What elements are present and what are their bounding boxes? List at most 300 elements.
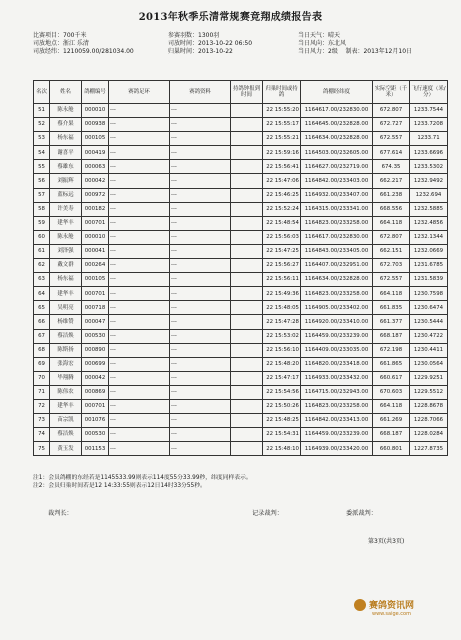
cell-loft-id: 000419	[82, 146, 109, 160]
cell-speed: 1233.6696	[410, 146, 448, 160]
cell-loft-id: 000890	[82, 343, 109, 357]
cell-bird-info: ---	[170, 230, 231, 244]
cell-coords: 1164920.00/233410.00	[301, 315, 373, 329]
cell-arrival: 22 15:48:10	[263, 442, 301, 456]
header-ring: 赛鸽足环	[109, 81, 170, 104]
signature-commission: 委派裁判：	[346, 510, 377, 517]
cell-rank: 52	[34, 118, 50, 132]
cell-speed: 1230.4411	[410, 343, 448, 357]
table-row	[34, 371, 448, 385]
cell-clock-time	[231, 216, 263, 230]
table-row	[34, 399, 448, 413]
table-row	[34, 132, 448, 146]
cell-speed: 1230.7598	[410, 287, 448, 301]
cell-loft-id: 000701	[82, 399, 109, 413]
cell-bird-info: ---	[170, 273, 231, 287]
cell-speed: 1232.0669	[410, 244, 448, 258]
cell-loft-id: 000042	[82, 174, 109, 188]
table-header	[34, 81, 448, 104]
cell-coords: 1164634.00/232828.00	[301, 273, 373, 287]
cell-clock-time	[231, 146, 263, 160]
cell-bird-info: ---	[170, 399, 231, 413]
watermark-url: www.saige.com	[372, 611, 411, 617]
table-row	[34, 329, 448, 343]
cell-clock-time	[231, 273, 263, 287]
table-row	[34, 414, 448, 428]
cell-arrival: 22 15:48:54	[263, 216, 301, 230]
cell-name: 黄玉发	[50, 442, 82, 456]
cell-speed: 1228.8678	[410, 399, 448, 413]
cell-speed: 1231.5839	[410, 273, 448, 287]
weather: 当日天气：晴天	[298, 32, 341, 39]
cell-name: 张海宏	[50, 357, 82, 371]
cell-rank: 60	[34, 230, 50, 244]
cell-loft-id: 000718	[82, 301, 109, 315]
cell-loft-id: 000010	[82, 230, 109, 244]
cell-distance: 660.617	[373, 371, 410, 385]
table-row	[34, 287, 448, 301]
cell-bird-info: ---	[170, 414, 231, 428]
cell-clock-time	[231, 442, 263, 456]
cell-name: 陈永舱	[50, 230, 82, 244]
cell-name: 苗宗凯	[50, 414, 82, 428]
cell-speed: 1232.9492	[410, 174, 448, 188]
cell-coords: 1164407.00/232951.00	[301, 259, 373, 273]
cell-distance: 662.217	[373, 174, 410, 188]
cell-bird-info: ---	[170, 428, 231, 442]
cell-ring: ---	[109, 273, 170, 287]
cell-name: 蔡雄东	[50, 160, 82, 174]
cell-arrival: 22 15:56:11	[263, 273, 301, 287]
cell-speed: 1230.6474	[410, 301, 448, 315]
cell-ring: ---	[109, 371, 170, 385]
cell-coords: 1164409.00/233035.00	[301, 343, 373, 357]
cell-rank: 66	[34, 315, 50, 329]
cell-clock-time	[231, 160, 263, 174]
cell-distance: 664.118	[373, 399, 410, 413]
cell-bird-info: ---	[170, 259, 231, 273]
cell-clock-time	[231, 315, 263, 329]
cell-distance: 672.557	[373, 273, 410, 287]
results-table	[33, 80, 448, 456]
cell-coords: 1164932.00/233407.00	[301, 188, 373, 202]
signature-recorder: 记录裁判：	[252, 510, 283, 517]
page-number: 第3页(共3页)	[368, 538, 405, 545]
cell-distance: 668.556	[373, 202, 410, 216]
cell-name: 吴明亮	[50, 301, 82, 315]
cell-distance: 660.801	[373, 442, 410, 456]
cell-ring: ---	[109, 287, 170, 301]
cell-name: 陈斯扬	[50, 343, 82, 357]
table-row	[34, 442, 448, 456]
cell-clock-time	[231, 118, 263, 132]
header-distance: 实际空距（千米）	[373, 81, 410, 104]
cell-arrival: 22 15:48:20	[263, 357, 301, 371]
cell-coords: 1164503.00/232605.00	[301, 146, 373, 160]
cell-arrival: 22 15:47:28	[263, 315, 301, 329]
cell-speed: 1228.0284	[410, 428, 448, 442]
cell-arrival: 22 15:50:26	[263, 399, 301, 413]
cell-distance: 670.603	[373, 385, 410, 399]
cell-ring: ---	[109, 315, 170, 329]
cell-rank: 65	[34, 301, 50, 315]
header-loft-id: 鸽棚编号	[82, 81, 109, 104]
header-speed: 飞行速度（米/分）	[410, 81, 448, 104]
cell-speed: 1230.5444	[410, 315, 448, 329]
cell-rank: 56	[34, 174, 50, 188]
cell-distance: 668.187	[373, 329, 410, 343]
watermark-brand: 赛鸽资讯网	[369, 601, 415, 611]
cell-name: 许美寿	[50, 202, 82, 216]
table-row	[34, 160, 448, 174]
cell-bird-info: ---	[170, 216, 231, 230]
cell-name: 刘泽强	[50, 244, 82, 258]
cell-loft-id: 001153	[82, 442, 109, 456]
cell-speed: 1232.5885	[410, 202, 448, 216]
table-row	[34, 315, 448, 329]
cell-coords: 1164823.00/233258.00	[301, 216, 373, 230]
table-row	[34, 301, 448, 315]
cell-rank: 59	[34, 216, 50, 230]
cell-coords: 1164843.00/233405.00	[301, 244, 373, 258]
cell-ring: ---	[109, 399, 170, 413]
header-clock-time: 持鸽钟报到时间	[231, 81, 263, 104]
cell-clock-time	[231, 259, 263, 273]
cell-distance: 672.557	[373, 132, 410, 146]
cell-loft-id: 000264	[82, 259, 109, 273]
cell-ring: ---	[109, 146, 170, 160]
cell-bird-info: ---	[170, 244, 231, 258]
pigeon-logo-icon	[354, 599, 366, 611]
return-time: 归巢时间：2013-10-22	[168, 48, 233, 55]
cell-rank: 64	[34, 287, 50, 301]
cell-coords: 1164617.00/232830.00	[301, 230, 373, 244]
table-row	[34, 385, 448, 399]
cell-rank: 54	[34, 146, 50, 160]
wind-direction: 当日风向：东北风	[298, 40, 347, 47]
cell-distance: 668.187	[373, 428, 410, 442]
cell-rank: 73	[34, 414, 50, 428]
cell-clock-time	[231, 132, 263, 146]
cell-arrival: 22 15:56:27	[263, 259, 301, 273]
cell-bird-info: ---	[170, 118, 231, 132]
cell-clock-time	[231, 329, 263, 343]
cell-distance: 661.238	[373, 188, 410, 202]
cell-name: 杨东福	[50, 132, 82, 146]
cell-rank: 58	[34, 202, 50, 216]
cell-coords: 1164842.00/233403.00	[301, 174, 373, 188]
cell-rank: 75	[34, 442, 50, 456]
cell-arrival: 22 15:56:03	[263, 230, 301, 244]
cell-speed: 1232.1344	[410, 230, 448, 244]
cell-bird-info: ---	[170, 104, 231, 118]
cell-clock-time	[231, 287, 263, 301]
cell-arrival: 22 15:55:21	[263, 132, 301, 146]
cell-name: 建华丰	[50, 287, 82, 301]
cell-name: 蔡介果	[50, 118, 82, 132]
cell-distance: 661.377	[373, 315, 410, 329]
table-row	[34, 357, 448, 371]
cell-distance: 672.727	[373, 118, 410, 132]
table-row	[34, 174, 448, 188]
cell-name: 谢喜平	[50, 146, 82, 160]
note-2: 注2：会员归巢时间若是12 14:33:55则表示12日14时33分55秒。	[33, 483, 206, 489]
cell-coords: 1164823.00/233258.00	[301, 399, 373, 413]
cell-arrival: 22 15:47:06	[263, 174, 301, 188]
cell-rank: 68	[34, 343, 50, 357]
cell-distance: 677.614	[373, 146, 410, 160]
cell-arrival: 22 15:55:17	[263, 118, 301, 132]
cell-name: 建华丰	[50, 399, 82, 413]
cell-loft-id: 000063	[82, 160, 109, 174]
cell-rank: 55	[34, 160, 50, 174]
cell-coords: 1164627.00/232719.00	[301, 160, 373, 174]
cell-clock-time	[231, 399, 263, 413]
cell-bird-info: ---	[170, 343, 231, 357]
cell-ring: ---	[109, 385, 170, 399]
cell-ring: ---	[109, 216, 170, 230]
cell-loft-id: 000105	[82, 132, 109, 146]
cell-rank: 51	[34, 104, 50, 118]
cell-speed: 1231.6785	[410, 259, 448, 273]
note-1: 注1：会员鸽棚的东经若是1145533.99则表示114度55分33.99秒，纬度同样表示。	[33, 475, 252, 481]
cell-arrival: 22 15:56:41	[263, 160, 301, 174]
cell-clock-time	[231, 104, 263, 118]
cell-clock-time	[231, 174, 263, 188]
cell-coords: 1164939.00/233420.00	[301, 442, 373, 456]
cell-speed: 1232.4856	[410, 216, 448, 230]
cell-loft-id: 000042	[82, 371, 109, 385]
release-coords: 司放经纬：1210059.00/281034.00	[33, 48, 134, 55]
table-row	[34, 343, 448, 357]
cell-clock-time	[231, 357, 263, 371]
cell-distance: 672.807	[373, 104, 410, 118]
cell-arrival: 22 15:48:25	[263, 414, 301, 428]
cell-rank: 61	[34, 244, 50, 258]
cell-speed: 1230.0564	[410, 357, 448, 371]
cell-ring: ---	[109, 442, 170, 456]
cell-speed: 1229.9251	[410, 371, 448, 385]
cell-loft-id: 000699	[82, 357, 109, 371]
cell-ring: ---	[109, 174, 170, 188]
cell-loft-id: 000701	[82, 287, 109, 301]
cell-loft-id: 000701	[82, 216, 109, 230]
cell-rank: 57	[34, 188, 50, 202]
cell-speed: 1233.5302	[410, 160, 448, 174]
cell-coords: 1164933.00/233432.00	[301, 371, 373, 385]
cell-name: 陈永舱	[50, 104, 82, 118]
cell-distance: 661.865	[373, 357, 410, 371]
cell-bird-info: ---	[170, 442, 231, 456]
cell-loft-id: 000010	[82, 104, 109, 118]
cell-rank: 63	[34, 273, 50, 287]
cell-loft-id: 000047	[82, 315, 109, 329]
cell-speed: 1230.4722	[410, 329, 448, 343]
cell-arrival: 22 15:56:10	[263, 343, 301, 357]
cell-distance: 672.198	[373, 343, 410, 357]
cell-bird-info: ---	[170, 202, 231, 216]
cell-loft-id: 000105	[82, 273, 109, 287]
header-name: 姓名	[50, 81, 82, 104]
table-row	[34, 216, 448, 230]
cell-bird-info: ---	[170, 371, 231, 385]
cell-arrival: 22 15:49:36	[263, 287, 301, 301]
cell-name: 蔡洁焕	[50, 329, 82, 343]
cell-clock-time	[231, 385, 263, 399]
report-date: 制表：2013年12月10日	[345, 48, 413, 55]
cell-loft-id: 000869	[82, 385, 109, 399]
cell-distance: 662.151	[373, 244, 410, 258]
cell-arrival: 22 15:46:25	[263, 188, 301, 202]
cell-ring: ---	[109, 414, 170, 428]
cell-loft-id: 000972	[82, 188, 109, 202]
cell-name: 刘振辉	[50, 174, 82, 188]
cell-coords: 1164459.00/233239.00	[301, 329, 373, 343]
cell-clock-time	[231, 414, 263, 428]
cell-arrival: 22 15:48:05	[263, 301, 301, 315]
release-time: 司放时间：2013-10-22 06:50	[168, 40, 253, 47]
cell-bird-info: ---	[170, 160, 231, 174]
cell-distance: 672.807	[373, 230, 410, 244]
cell-speed: 1232.694	[410, 188, 448, 202]
cell-loft-id: 000041	[82, 244, 109, 258]
table-row	[34, 188, 448, 202]
cell-bird-info: ---	[170, 329, 231, 343]
cell-clock-time	[231, 202, 263, 216]
cell-clock-time	[231, 343, 263, 357]
cell-name: 毕翔腾	[50, 371, 82, 385]
cell-speed: 1227.8735	[410, 442, 448, 456]
entries: 参赛羽数：1300羽	[168, 32, 220, 39]
watermark-logo	[354, 598, 415, 617]
header-coords: 鸽棚经纬度	[301, 81, 373, 104]
cell-coords: 1164459.00/233239.00	[301, 428, 373, 442]
cell-bird-info: ---	[170, 287, 231, 301]
cell-arrival: 22 15:53:02	[263, 329, 301, 343]
cell-arrival: 22 15:52:24	[263, 202, 301, 216]
cell-ring: ---	[109, 188, 170, 202]
meta-middle	[168, 32, 252, 56]
table-row	[34, 146, 448, 160]
race-name: 比赛项目：700千米	[33, 32, 87, 39]
cell-arrival: 22 15:54:31	[263, 428, 301, 442]
cell-loft-id: 000530	[82, 428, 109, 442]
cell-ring: ---	[109, 118, 170, 132]
cell-bird-info: ---	[170, 132, 231, 146]
cell-bird-info: ---	[170, 188, 231, 202]
cell-coords: 1164842.00/233413.00	[301, 414, 373, 428]
table-row	[34, 104, 448, 118]
cell-rank: 62	[34, 259, 50, 273]
meta-right	[298, 32, 412, 56]
report-title: 2013年秋季乐清常规赛竞翔成绩报告表	[138, 12, 323, 23]
cell-ring: ---	[109, 329, 170, 343]
cell-ring: ---	[109, 202, 170, 216]
cell-clock-time	[231, 371, 263, 385]
cell-loft-id: 000530	[82, 329, 109, 343]
cell-clock-time	[231, 301, 263, 315]
cell-name: 蔡洁焕	[50, 428, 82, 442]
cell-coords: 1164905.00/233402.00	[301, 301, 373, 315]
table-row	[34, 202, 448, 216]
cell-loft-id: 001076	[82, 414, 109, 428]
cell-rank: 69	[34, 357, 50, 371]
cell-rank: 67	[34, 329, 50, 343]
cell-ring: ---	[109, 301, 170, 315]
cell-loft-id: 000938	[82, 118, 109, 132]
cell-speed: 1228.7066	[410, 414, 448, 428]
cell-ring: ---	[109, 104, 170, 118]
cell-speed: 1233.7208	[410, 118, 448, 132]
cell-coords: 1164645.00/232828.00	[301, 118, 373, 132]
release-place: 司放地点：浙江 乐清	[33, 40, 89, 47]
cell-ring: ---	[109, 428, 170, 442]
cell-clock-time	[231, 428, 263, 442]
cell-arrival: 22 15:59:16	[263, 146, 301, 160]
cell-ring: ---	[109, 160, 170, 174]
header-bird-info: 赛鸽资料	[170, 81, 231, 104]
table-body	[34, 104, 448, 456]
cell-bird-info: ---	[170, 357, 231, 371]
cell-loft-id: 000182	[82, 202, 109, 216]
cell-bird-info: ---	[170, 385, 231, 399]
cell-ring: ---	[109, 244, 170, 258]
notes	[33, 474, 252, 490]
cell-name: 建华丰	[50, 216, 82, 230]
meta-left	[33, 32, 134, 56]
cell-distance: 674.35	[373, 160, 410, 174]
cell-bird-info: ---	[170, 315, 231, 329]
cell-distance: 672.703	[373, 259, 410, 273]
cell-ring: ---	[109, 259, 170, 273]
cell-clock-time	[231, 188, 263, 202]
cell-name: 蓝标远	[50, 188, 82, 202]
cell-ring: ---	[109, 230, 170, 244]
cell-bird-info: ---	[170, 146, 231, 160]
cell-coords: 1164823.00/233258.00	[301, 287, 373, 301]
cell-coords: 1164617.00/232830.00	[301, 104, 373, 118]
cell-coords: 1164315.00/233341.00	[301, 202, 373, 216]
cell-distance: 664.118	[373, 216, 410, 230]
table-row	[34, 230, 448, 244]
cell-distance: 661.835	[373, 301, 410, 315]
table-row	[34, 428, 448, 442]
cell-rank: 71	[34, 385, 50, 399]
cell-rank: 70	[34, 371, 50, 385]
cell-distance: 661.269	[373, 414, 410, 428]
cell-clock-time	[231, 230, 263, 244]
header-rank: 名次	[34, 81, 50, 104]
cell-rank: 72	[34, 399, 50, 413]
cell-coords: 1164715.00/232943.00	[301, 385, 373, 399]
table-row	[34, 244, 448, 258]
cell-speed: 1229.5512	[410, 385, 448, 399]
cell-speed: 1233.71	[410, 132, 448, 146]
cell-coords: 1164634.00/232828.00	[301, 132, 373, 146]
cell-clock-time	[231, 244, 263, 258]
cell-bird-info: ---	[170, 174, 231, 188]
cell-ring: ---	[109, 132, 170, 146]
table-row	[34, 273, 448, 287]
header-arrival: 归巢时间或持鸽	[263, 81, 301, 104]
cell-name: 陈伟农	[50, 385, 82, 399]
cell-speed: 1233.7544	[410, 104, 448, 118]
cell-arrival: 22 15:47:25	[263, 244, 301, 258]
cell-name: 杨东福	[50, 273, 82, 287]
table-row	[34, 259, 448, 273]
cell-bird-info: ---	[170, 301, 231, 315]
cell-rank: 53	[34, 132, 50, 146]
